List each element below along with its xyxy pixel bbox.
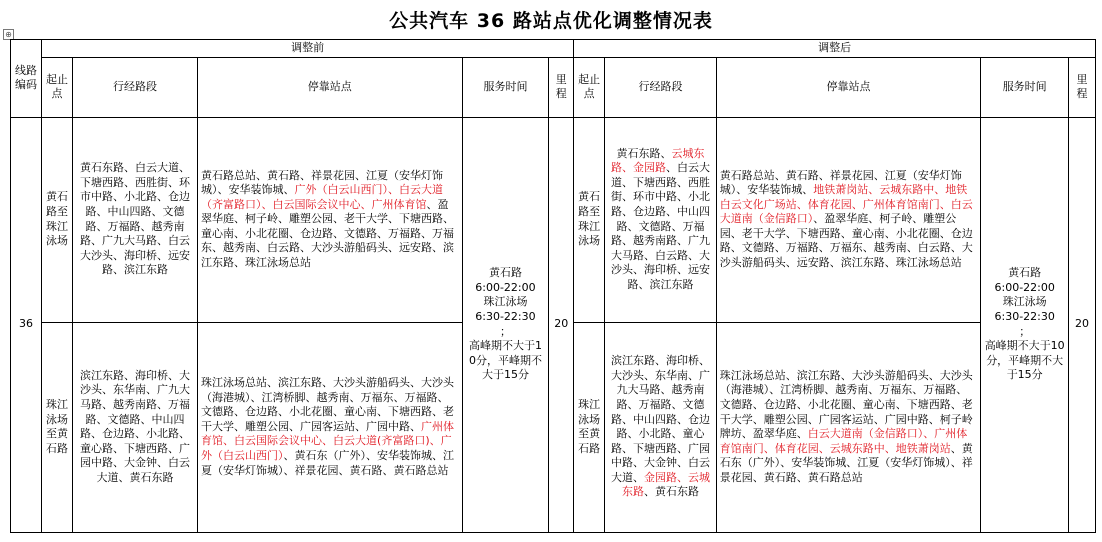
before-mileage: 20 <box>549 117 574 532</box>
before-dir2-endpoints: 珠江泳场至黄石路 <box>42 322 73 532</box>
header-endpoints-after: 起止点 <box>574 57 605 117</box>
before-dir1-path <box>73 117 198 322</box>
header-mileage-before: 里程 <box>549 57 574 117</box>
after-dir2-path <box>605 322 717 532</box>
text-segment: 黄石路总站、黄石路、祥景花园、江夏（安华灯饰城）、安华装饰城、 <box>201 168 444 197</box>
text-segment: 珠江泳场总站、滨江东路、大沙头游船码头、大沙头（海港城）、江湾桥脚、越秀南、万福东、万福路、文德路、仓边路、小北花圈、童心南、下塘西路、老干大学、雕塑公园、广园客运站、广园中路、 <box>201 376 455 433</box>
page-title: 公共汽车 36 路站点优化调整情况表 <box>389 10 713 32</box>
text-segment: 滨江东路、海印桥、大沙头、东华南、广九大马路、越秀南路、万福路、文德路、中山四路、仓边路、小北路、童心路、下塘西路、广园中路、大金钟、白云大道、黄石东路 <box>80 368 191 484</box>
header-path-before: 行经路段 <box>73 57 198 117</box>
table-row <box>11 117 1096 322</box>
header-path-after: 行经路段 <box>605 57 717 117</box>
changed-text: 云城东路、金园路 <box>610 146 705 175</box>
header-service-time-after: 服务时间 <box>981 57 1069 117</box>
before-dir2-stops <box>198 322 463 532</box>
text-segment: 、黄石东（广外）、安华装饰城、江夏（安华灯饰城）、祥景花园、黄石路、黄石路总站 <box>201 448 455 477</box>
text-segment: 黄石东路、白云大道、下塘西路、西胜街、环市中路、小北路、仓边路、中山四路、文德路、万福路、越秀南路、广九大马路、白云大沙头、海印桥、远安路、滨江东路 <box>80 161 191 277</box>
text-segment: 黄石东路、 <box>616 146 672 160</box>
route-code-cell: 36 <box>11 117 42 532</box>
text-segment: 滨江东路、海印桥、大沙头、东华南、广九大马路、越秀南路、万福路、文德路、中山四路、仓边路、小北路、童心路、下塘西路、广园中路、大金钟、白云大道、 <box>610 354 710 484</box>
after-dir2-endpoints: 珠江泳场至黄石路 <box>574 322 605 532</box>
after-mileage: 20 <box>1069 117 1096 532</box>
text-segment: 、盈翠华庭、柯子岭、雕塑公园、老干大学、下塘西路、童心南、小北花圈、仓边路、文德路、万福路、万福东、越秀南、白云路、大沙头游船码头、远安路、滨江东路、珠江泳场总站 <box>201 197 455 270</box>
header-service-time-before: 服务时间 <box>462 57 549 117</box>
text-segment: 、白云大道、下塘西路、西胜街、环市中路、小北路、仓边路、中山四路、文德路、万福路、越秀南路、广九大马路、白云路、大沙头、海印桥、远安路、滨江东路 <box>610 161 710 291</box>
before-service-time: 黄石路 6:00-22:00 珠江泳场 6:30-22:30 ； 高峰期不大于10分，平峰期不大于15分 <box>462 117 549 532</box>
after-dir2-stops <box>716 322 981 532</box>
before-dir1-stops <box>198 117 463 322</box>
text-segment: 黄石路总站、黄石路、祥景花园、江夏（安华灯饰城）、安华装饰城、 <box>719 168 962 197</box>
table-anchor-icon[interactable]: ⊕ <box>3 29 14 40</box>
header-endpoints-before: 起止点 <box>42 57 73 117</box>
text-segment: 、盈翠华庭、柯子岭、雕塑公园、老干大学、下塘西路、童心南、小北花圈、仓边路、文德路、万福路、万福东、越秀南、白云路、大沙头游船码头、远安路、滨江东路、珠江泳场总站 <box>719 212 973 270</box>
header-stops-after: 停靠站点 <box>716 57 981 117</box>
after-dir1-path <box>605 117 717 322</box>
header-after: 调整后 <box>574 40 1096 58</box>
before-dir1-endpoints: 黄石路至珠江泳场 <box>42 117 73 322</box>
header-route-code: 线路编码 <box>11 40 42 118</box>
changed-text: 广州体育馆、白云国际会议中心、白云大道(齐富路口)、广外（白云山西门） <box>201 419 455 462</box>
after-dir1-endpoints: 黄石路至珠江泳场 <box>574 117 605 322</box>
after-dir1-stops <box>716 117 981 322</box>
after-service-time: 黄石路 6:00-22:00 珠江泳场 6:30-22:30 ； 高峰期不大于10分，平峰期不大于15分 <box>981 117 1069 532</box>
text-segment: 、黄石东路 <box>643 485 699 499</box>
text-segment: 、黄石东（广外）、安华装饰城、江夏（安华灯饰城）、祥景花园、黄石路、黄石路总站 <box>719 441 973 484</box>
header-before: 调整前 <box>42 40 574 58</box>
changed-text: 白云大道南（金信路口）、广州体育馆南门、体育花园、云城东路中、地铁萧岗站 <box>719 427 968 455</box>
changed-text: 金园路、云城东路 <box>621 470 710 499</box>
header-stops-before: 停靠站点 <box>198 57 463 117</box>
text-segment: 珠江泳场总站、滨江东路、大沙头游船码头、大沙头（海港城）、江湾桥脚、越秀南、万福东、万福路、文德路、仓边路、小北花圈、童心南、下塘西路、老干大学、雕塑公园、广园客运站、广园中路、柯子岭牌坊、盈翠华庭、 <box>719 368 973 441</box>
header-mileage-after: 里程 <box>1069 57 1096 117</box>
changed-text: 广外（白云山西门）、白云大道（齐富路口）、白云国际会议中心、广州体育馆 <box>201 183 444 211</box>
changed-text: 地铁萧岗站、云城东路中、地铁白云文化广场站、体育花园、广州体育馆南门、白云大道南（金信路口） <box>719 183 973 226</box>
before-dir2-path <box>73 322 198 532</box>
route-adjustment-table <box>10 39 1096 533</box>
